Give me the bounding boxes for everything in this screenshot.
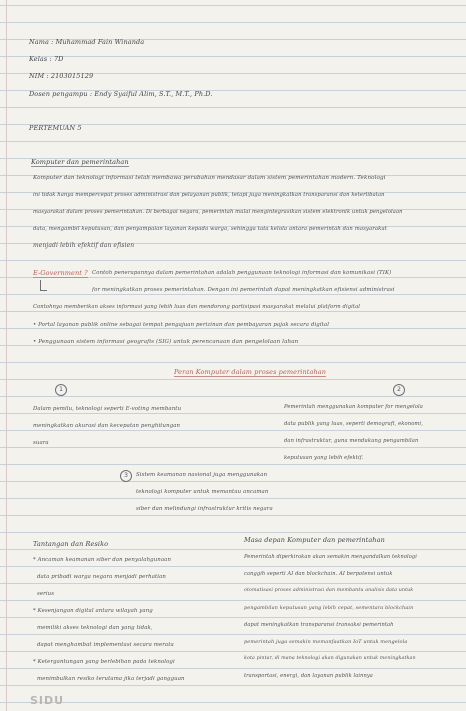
- lecturer-name: Dosen pengampu : Endy Syaiful Alim, S.T., M.T., Ph.D.: [29, 90, 213, 98]
- bullet-sig: • Penggunaan sistem informasi geografis (SIG) untuk perencanaan dan pengelolaan lahan: [33, 339, 299, 345]
- egov-line: Contoh penerapannya dalam pemerintahan adalah penggunaan teknologi informasi dan komunikasi (TIK): [92, 270, 392, 276]
- egovernment-label: E-Government ?: [33, 269, 88, 277]
- paragraph-line: ini tidak hanya mempercepat proses administrasi dan pelayanan publik, tetapi juga meningkatkan transparansi dan keterlibatan: [33, 192, 385, 198]
- challenge-line: serius: [37, 591, 55, 597]
- role-right-line: dan infrastruktur, guna mendukung pengambilan: [284, 438, 419, 444]
- bullet-portal: • Portal layanan publik online sebagai tempat pengajuan perizinan dan pembayaran pajak secara digital: [33, 322, 330, 328]
- paragraph-line: Komputer dan teknologi informasi telah membawa perubahan mendasar dalam sistem pemerintahan modern. Teknologi: [33, 175, 386, 181]
- notebook-brand-logo: SIDU: [30, 694, 65, 707]
- future-line: dapat meningkatkan transparansi transaksi pemerintah: [244, 622, 394, 628]
- roles-title: Peran Komputer dalam proses pemerintahan: [174, 368, 327, 376]
- challenges-title: Tantangan dan Resiko: [33, 540, 109, 548]
- future-line: pemerintah juga semakin memanfaatkan IoT untuk mengelola: [244, 639, 408, 645]
- role-center-line: siber dan melindungi infrastruktur kritis negara: [136, 506, 273, 512]
- challenge-line: memiliki akses teknologi dan yang tidak,: [37, 625, 153, 631]
- egov-line: for meningkatkan proses pemerintahan. Dengan ini pemerintah dapat meningkatkan efisiensi administrasi: [92, 287, 395, 293]
- arrow-connector: [40, 280, 47, 291]
- future-title: Masa depan Komputer dan pemerintahan: [244, 536, 385, 544]
- future-line: otomatisasi proses administrasi dan membantu analisis data untuk: [244, 588, 414, 593]
- challenge-line: * Ketergantungan yang berlebihan pada teknologi: [33, 659, 175, 665]
- challenge-line: * Ancaman keamanan siber dan penyalahgunaan: [33, 557, 172, 563]
- student-nim: NIM : 2103015129: [29, 72, 94, 80]
- paragraph-line: masyarakat dalam proses pemerintahan. Di berbagai negara, pemerintah mulai mengintegrasikan sistem elektronik untuk pengelolaan: [33, 209, 403, 215]
- egov-line: Contohnya memberikan akses informasi yang lebih luas dan mendorong partisipasi masyarakat melalui platform digital: [33, 304, 361, 310]
- student-name: Nama : Muhammad Fain Winanda: [29, 38, 145, 46]
- role-left-line: meningkatkan akurasi dan kecepatan penghitungan: [33, 423, 181, 429]
- number-circle-3: 3: [120, 470, 132, 482]
- future-line: canggih seperti AI dan blockchain. AI berpotensi untuk: [244, 571, 393, 577]
- number-circle-1: 1: [55, 384, 67, 396]
- paragraph-line: menjadi lebih efektif dan efisien: [33, 242, 135, 249]
- role-center-line: teknologi komputer untuk memantau ancaman: [136, 489, 269, 495]
- challenge-line: menimbulkan resiko terutama jika terjadi gangguan: [37, 676, 185, 682]
- number-circle-2: 2: [393, 384, 405, 396]
- student-class: Kelas : 7D: [29, 55, 64, 63]
- section-title-computer-government: Komputer dan pemerintahan: [31, 158, 129, 166]
- future-line: pengambilan keputusan yang lebih cepat, sementara blockchain: [244, 605, 414, 611]
- role-left-line: suara: [33, 440, 49, 446]
- challenge-line: * Kesenjangan digital antara wilayah yang: [33, 608, 153, 614]
- role-right-line: Pemerintah menggunakan komputer for mengelola: [284, 404, 423, 410]
- challenge-line: dapat menghambat implementasi secara merata: [37, 642, 174, 648]
- role-right-line: data publik yang luas, seperti demografi, ekonomi,: [284, 421, 423, 427]
- future-line: transportasi, energi, dan layanan publik lainnya: [244, 673, 373, 679]
- future-line: kota pintar, di mana teknologi akan digunakan untuk meningkatkan: [244, 656, 416, 661]
- role-center-line: Sistem keamanan nasional juga menggunakan: [136, 472, 268, 478]
- role-left-line: Dalam pemilu, teknologi seperti E-voting membantu: [33, 406, 182, 412]
- paragraph-line: data, mengambil keputusan, dan penyampaian layanan kepada warga, sehingga tata kelola antara pemerintah dan masyarakat: [33, 226, 387, 232]
- meeting-number: PERTEMUAN 5: [29, 124, 82, 132]
- role-right-line: keputusan yang lebih efektif.: [284, 455, 364, 461]
- challenge-line: data pribadi warga negara menjadi perhatian: [37, 574, 167, 580]
- future-line: Pemerintah diperkirakan akan semakin mengandalkan teknologi: [244, 554, 418, 560]
